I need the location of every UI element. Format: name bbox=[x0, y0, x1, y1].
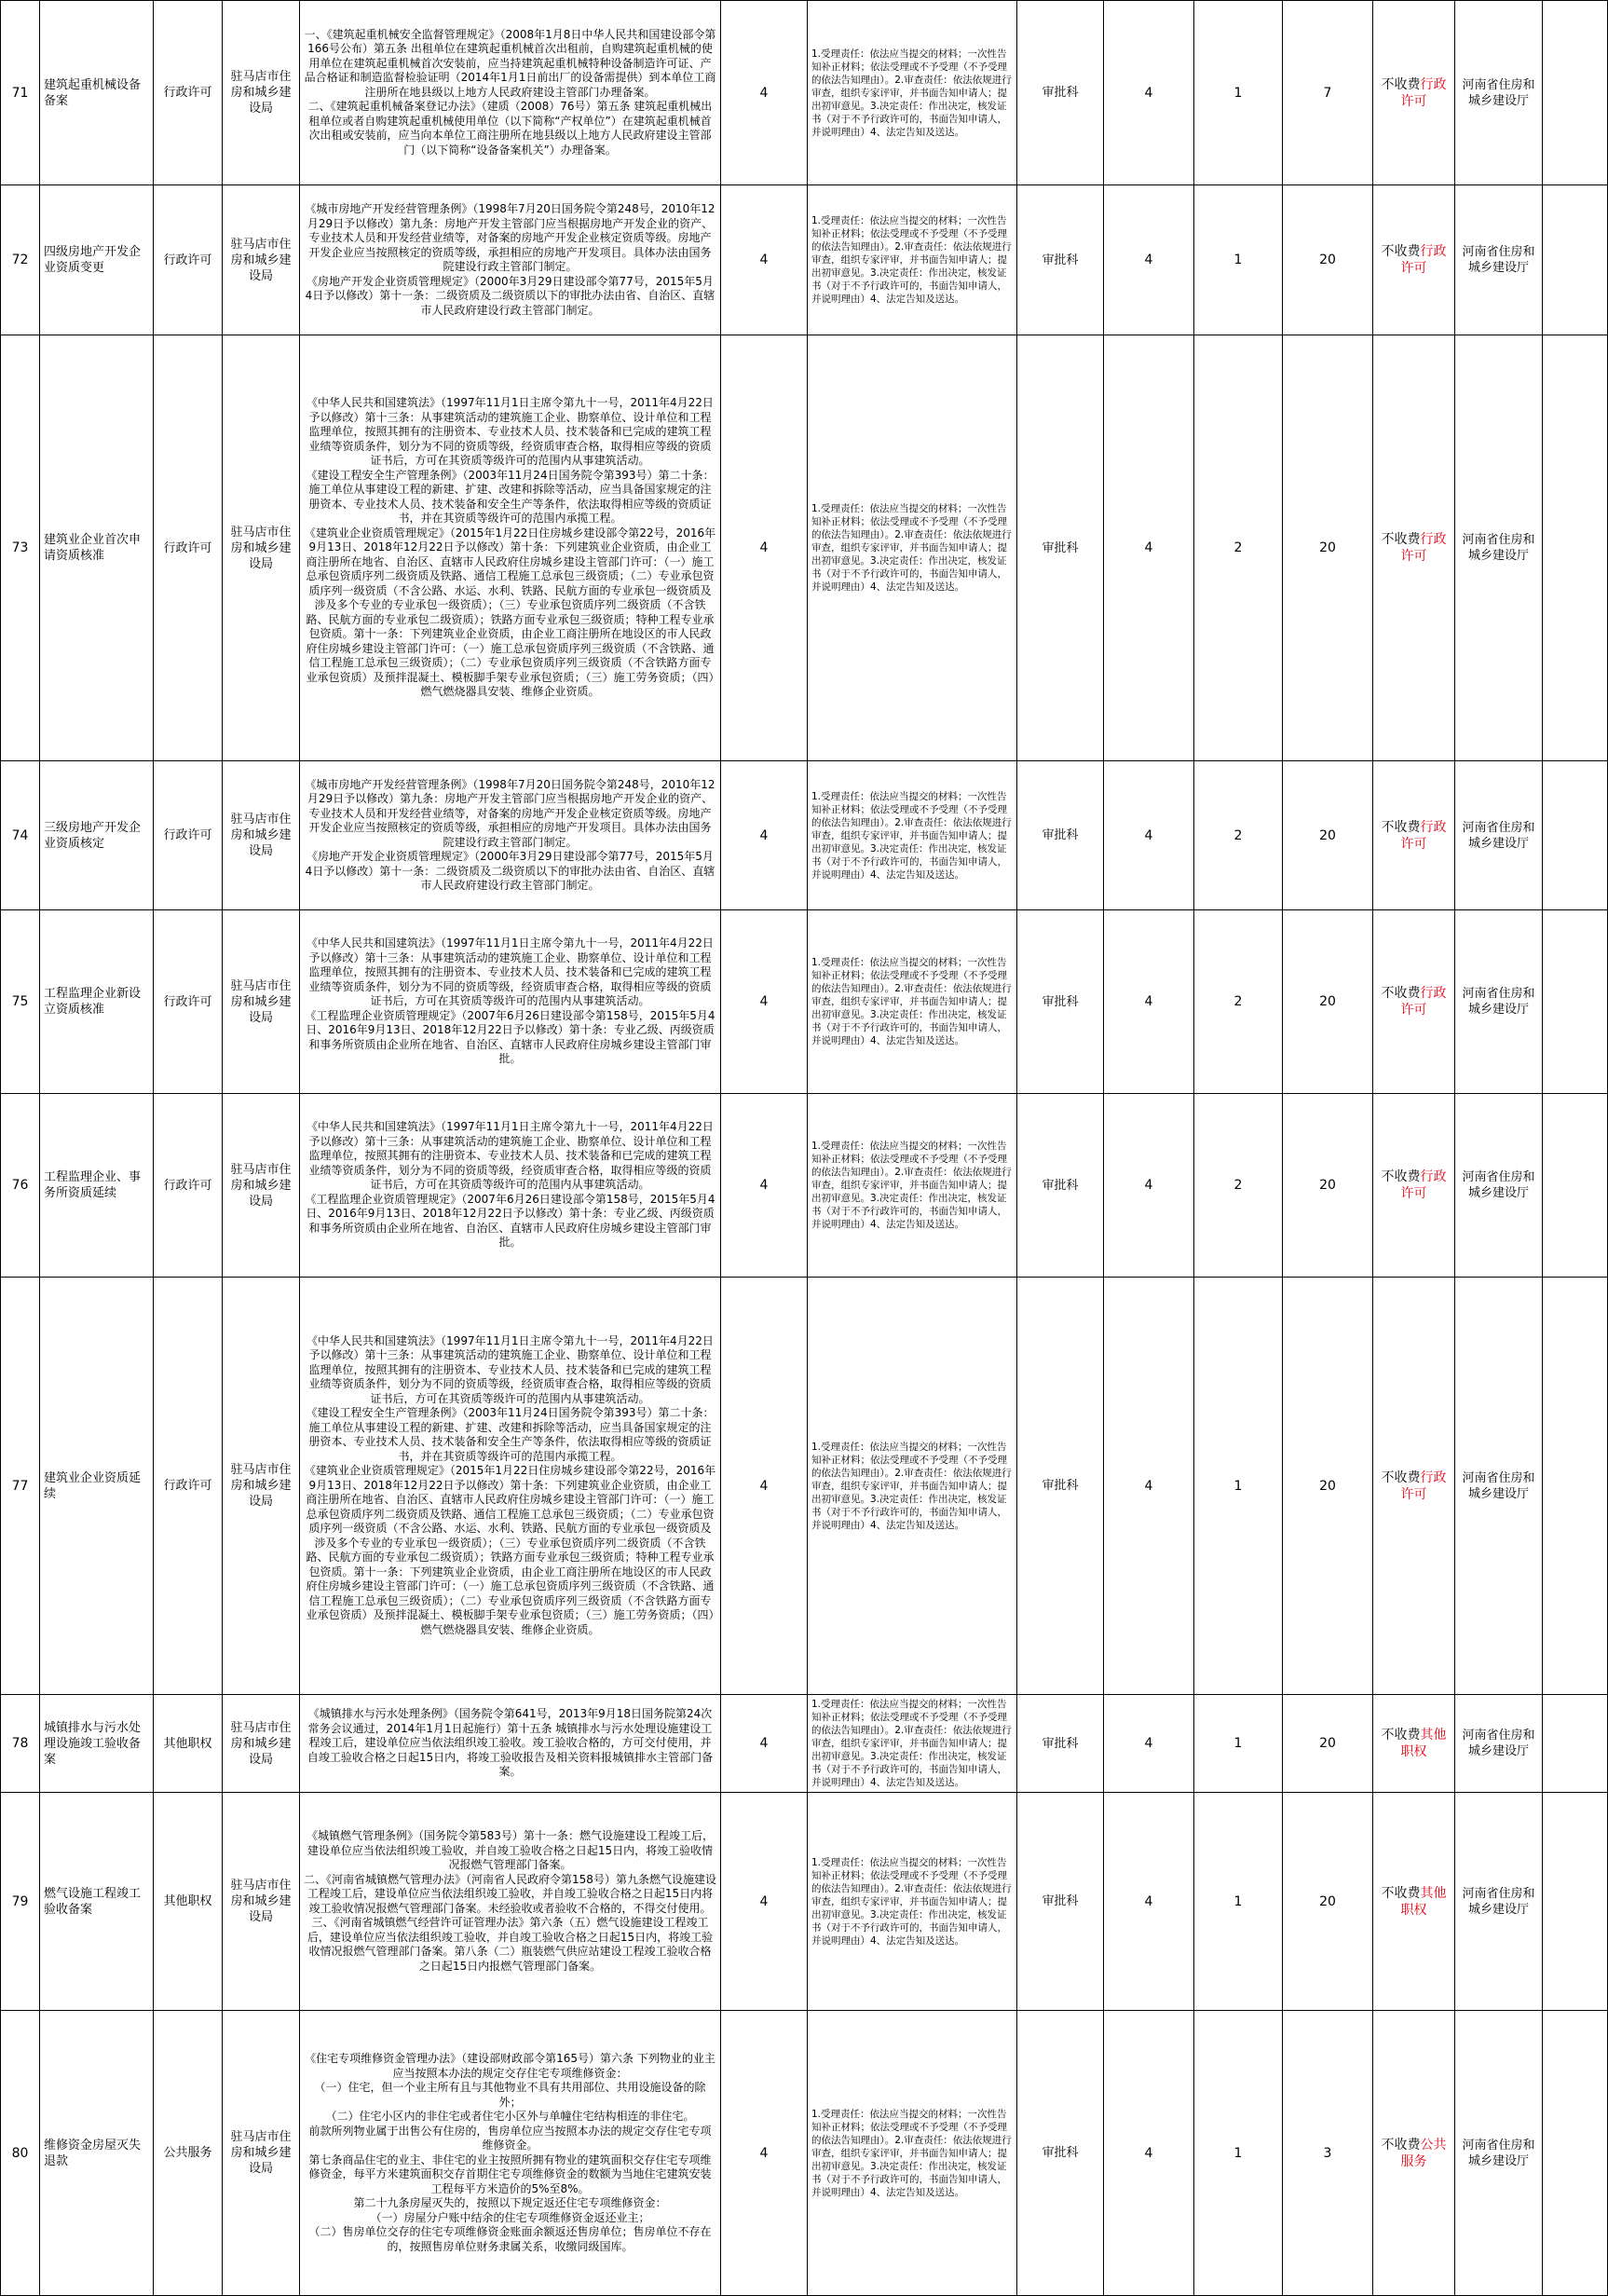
fee-status bbox=[1373, 185, 1455, 335]
time-limit-days: 20 bbox=[1283, 185, 1373, 335]
remarks-cell bbox=[1543, 910, 1608, 1094]
table-row bbox=[1, 335, 1608, 761]
remarks-cell bbox=[1543, 761, 1608, 910]
remarks-cell bbox=[1543, 1094, 1608, 1278]
implementing-department: 驻马店市住房和城乡建设局 bbox=[223, 1793, 300, 2011]
handling-office: 审批科 bbox=[1017, 910, 1104, 1094]
count-cell-1: 4 bbox=[721, 185, 808, 335]
time-limit-days: 20 bbox=[1283, 335, 1373, 761]
count-cell-3: 2 bbox=[1194, 910, 1283, 1094]
time-limit-days: 20 bbox=[1283, 1793, 1373, 2011]
responsibility-items bbox=[808, 1, 1017, 185]
authority-type: 其他职权 bbox=[154, 1695, 223, 1793]
legal-basis bbox=[300, 1278, 721, 1695]
table-row bbox=[1, 1094, 1608, 1278]
count-cell-2: 4 bbox=[1104, 335, 1194, 761]
fee-category-text: 行政许可 bbox=[1400, 1469, 1447, 1502]
fee-category-text: 其他职权 bbox=[1400, 1885, 1447, 1918]
count-cell-3: 1 bbox=[1194, 2011, 1283, 2296]
count-cell-3: 1 bbox=[1194, 1695, 1283, 1793]
fee-plain-text: 不收费 bbox=[1381, 2137, 1421, 2152]
remarks-cell bbox=[1543, 335, 1608, 761]
fee-status bbox=[1373, 1, 1455, 185]
row-number: 73 bbox=[1, 335, 40, 761]
fee-category-text: 行政许可 bbox=[1400, 244, 1447, 276]
implementing-department: 驻马店市住房和城乡建设局 bbox=[223, 335, 300, 761]
count-cell-3: 1 bbox=[1194, 1793, 1283, 2011]
implementing-department: 驻马店市住房和城乡建设局 bbox=[223, 1278, 300, 1695]
remarks-cell bbox=[1543, 1278, 1608, 1695]
fee-status bbox=[1373, 2011, 1455, 2296]
table-body bbox=[1, 1, 1608, 2296]
legal-basis-text: 《城市房地产开发经营管理条例》（1998年7月20日国务院令第248号，2010年12月29日予以修改）第九条：房地产开发主管部门应当根据房地产开发企业的资产、专业技术人员和开发经营业绩等，对备案的房地产开发企业核定资质等级。房地产开发企业应当按照核定的资质等级，承担相应的房地产开发项目。具体办法由国务院建设行政主管部门制定。 《房地产开发企业资质管理规定》（2000年3月29日建设部令第77号，2015年5月4日予以修改）第十一条：二级资质及二级资质以下的审批办法由省、自治区、直辖市人民政府建设行政主管部门制定。 bbox=[305, 202, 715, 317]
time-limit-days: 20 bbox=[1283, 1278, 1373, 1695]
responsibility-text: 1.受理责任：依法应当提交的材料；一次性告知补正材料；依法受理或不予受理（不予受理的依法告知理由）。2.审查责任：依法依规进行审查，组织专家评审，并书面告知申请人；提出初审意见。3.决定责任：作出决定，核发证书（对于不予行政许可的，书面告知申请人，并说明理由）4、法定告知及送达。 bbox=[811, 2108, 1012, 2198]
count-cell-1: 4 bbox=[721, 2011, 808, 2296]
implementing-department: 驻马店市住房和城乡建设局 bbox=[223, 1695, 300, 1793]
row-number: 74 bbox=[1, 761, 40, 910]
fee-plain-text: 不收费 bbox=[1381, 1728, 1421, 1742]
handling-office: 审批科 bbox=[1017, 2011, 1104, 2296]
row-number: 71 bbox=[1, 1, 40, 185]
implementing-department: 驻马店市住房和城乡建设局 bbox=[223, 2011, 300, 2296]
fee-plain-text: 不收费 bbox=[1381, 1169, 1421, 1184]
legal-basis bbox=[300, 1695, 721, 1793]
authority-type: 行政许可 bbox=[154, 335, 223, 761]
responsibility-text: 1.受理责任：依法应当提交的材料；一次性告知补正材料；依法受理或不予受理（不予受理的依法告知理由）。2.审查责任：依法依规进行审查，组织专家评审，并书面告知申请人；提出初审意见。3.决定责任：作出决定，核发证书（对于不予行政许可的，书面告知申请人，并说明理由）4、法定告知及送达。 bbox=[811, 790, 1012, 881]
responsibility-items bbox=[808, 1094, 1017, 1278]
count-cell-3: 2 bbox=[1194, 761, 1283, 910]
handling-office: 审批科 bbox=[1017, 185, 1104, 335]
item-name: 燃气设施工程竣工验收备案 bbox=[40, 1793, 154, 2011]
row-number: 75 bbox=[1, 910, 40, 1094]
item-name: 工程监理企业、事务所资质延续 bbox=[40, 1094, 154, 1278]
responsibility-text: 1.受理责任：依法应当提交的材料；一次性告知补正材料；依法受理或不予受理（不予受理的依法告知理由）。2.审查责任：依法依规进行审查，组织专家评审，并书面告知申请人；提出初审意见。3.决定责任：作出决定，核发证书（对于不予行政许可的，书面告知申请人，并说明理由）4、法定告知及送达。 bbox=[811, 1141, 1012, 1230]
count-cell-2: 4 bbox=[1104, 910, 1194, 1094]
fee-plain-text: 不收费 bbox=[1381, 1469, 1421, 1485]
time-limit-days: 20 bbox=[1283, 910, 1373, 1094]
responsibility-text: 1.受理责任：依法应当提交的材料；一次性告知补正材料；依法受理或不予受理（不予受理的依法告知理由）。2.审查责任：依法依规进行审查，组织专家评审，并书面告知申请人；提出初审意见。3.决定责任：作出决定，核发证书（对于不予行政许可的，书面告知申请人，并说明理由）4、法定告知及送达。 bbox=[811, 48, 1012, 138]
legal-basis-text: 《中华人民共和国建筑法》（1997年11月1日主席令第九十一号，2011年4月22日予以修改）第十三条：从事建筑活动的建筑施工企业、勘察单位、设计单位和工程监理单位，按照其拥有的注册资本、专业技术人员、技术装备和已完成的建筑工程业绩等资质条件，划分为不同的资质等级，经资质审查合格，取得相应等级的资质证书后，方可在其资质等级许可的范围内从事建筑活动。 《工程监理企业资质管理规定》（2007年6月26日建设部令第158号，2015年5月4日、2016年9月13日、2018年12月22日予以修改）第十条：专业乙级、丙级资质和事务所资质由企业所在地省、自治区、直辖市人民政府住房城乡建设主管部门审批。 bbox=[305, 936, 715, 1066]
item-name: 工程监理企业新设立资质核准 bbox=[40, 910, 154, 1094]
fee-category-text: 其他职权 bbox=[1400, 1728, 1447, 1759]
legal-basis-text: 《中华人民共和国建筑法》（1997年11月1日主席令第九十一号，2011年4月22日予以修改）第十三条：从事建筑活动的建筑施工企业、勘察单位、设计单位和工程监理单位，按照其拥有的注册资本、专业技术人员、技术装备和已完成的建筑工程业绩等资质条件，划分为不同的资质等级，经资质审查合格，取得相应等级的资质证书后，方可在其资质等级许可的范围内从事建筑活动。 《建设工程安全生产管理条例》（2003年11月24日国务院令第393号）第二十条：施工单位从事建设工程的新建、扩建、改建和拆除等活动，应当具备国家规定的注册资本、专业技术人员、技术装备和安全生产等条件，依法取得相应等级的资质证书，并在其资质等级许可的范围内承揽工程。 《建筑业企业资质管理规定》（2015年1月22日住房城乡建设部令第22号，2016年9月13日、2018年12月22日予以修改）第十条：下列建筑业企业资质，由企业工商注册所在地省、自治区、直辖市人民政府住房城乡建设主管部门许可：（一）施工总承包资质序列二级资质及铁路、通信工程施工总承包三级资质；（二）专业承包资质序列一级资质（不含公路、水运、水利、铁路、民航方面的专业承包一级资质及涉及多个专业的专业承包一级资质）；（三）专业承包资质序列二级资质（不含铁路、民航方面的专业承包二级资质）；铁路方面专业承包三级资质；特种工程专业承包资质。第十一条：下列建筑业企业资质，由企业工商注册所在地设区的市人民政府住房城乡建设主管部门许可：（一）施工总承包资质序列三级资质（不含铁路、通信工程施工总承包三级资质）；（二）专业承包资质序列三级资质（不含铁路方面专业承包资质）及预拌混凝土、模板脚手架专业承包资质；（三）施工劳务资质；（四）燃气燃烧器具安装、维修企业资质。 bbox=[304, 396, 716, 699]
supervising-authority: 河南省住房和城乡建设厅 bbox=[1455, 761, 1543, 910]
responsibility-items bbox=[808, 335, 1017, 761]
legal-basis-text: 《中华人民共和国建筑法》（1997年11月1日主席令第九十一号，2011年4月22日予以修改）第十三条：从事建筑活动的建筑施工企业、勘察单位、设计单位和工程监理单位，按照其拥有的注册资本、专业技术人员、技术装备和已完成的建筑工程业绩等资质条件，划分为不同的资质等级，经资质审查合格，取得相应等级的资质证书后，方可在其资质等级许可的范围内从事建筑活动。 《建设工程安全生产管理条例》（2003年11月24日国务院令第393号）第二十条：施工单位从事建设工程的新建、扩建、改建和拆除等活动，应当具备国家规定的注册资本、专业技术人员、技术装备和安全生产等条件，依法取得相应等级的资质证书，并在其资质等级许可的范围内承揽工程。 《建筑业企业资质管理规定》（2015年1月22日住房城乡建设部令第22号，2016年9月13日、2018年12月22日予以修改）第十条：下列建筑业企业资质，由企业工商注册所在地省、自治区、直辖市人民政府住房城乡建设主管部门许可：（一）施工总承包资质序列二级资质及铁路、通信工程施工总承包三级资质；（二）专业承包资质序列一级资质（不含公路、水运、水利、铁路、民航方面的专业承包一级资质及涉及多个专业的专业承包一级资质）；（三）专业承包资质序列二级资质（不含铁路、民航方面的专业承包二级资质）；铁路方面专业承包三级资质；特种工程专业承包资质。第十一条：下列建筑业企业资质，由企业工商注册所在地设区的市人民政府住房城乡建设主管部门许可：（一）施工总承包资质序列三级资质（不含铁路、通信工程施工总承包三级资质）；（二）专业承包资质序列三级资质（不含铁路方面专业承包资质）及预拌混凝土、模板脚手架专业承包资质；（三）施工劳务资质；（四）燃气燃烧器具安装、维修企业资质。 bbox=[304, 1333, 716, 1636]
remarks-cell bbox=[1543, 1793, 1608, 2011]
handling-office: 审批科 bbox=[1017, 1695, 1104, 1793]
fee-status bbox=[1373, 1278, 1455, 1695]
responsibility-text: 1.受理责任：依法应当提交的材料；一次性告知补正材料；依法受理或不予受理（不予受理的依法告知理由）。2.审查责任：依法依规进行审查，组织专家评审，并书面告知申请人；提出初审意见。3.决定责任：作出决定，核发证书（对于不予行政许可的，书面告知申请人，并说明理由）4、法定告知及送达。 bbox=[811, 503, 1012, 593]
count-cell-2: 4 bbox=[1104, 185, 1194, 335]
count-cell-2: 4 bbox=[1104, 2011, 1194, 2296]
count-cell-1: 4 bbox=[721, 1, 808, 185]
supervising-authority: 河南省住房和城乡建设厅 bbox=[1455, 2011, 1543, 2296]
count-cell-1: 4 bbox=[721, 761, 808, 910]
supervising-authority: 河南省住房和城乡建设厅 bbox=[1455, 1094, 1543, 1278]
table-row bbox=[1, 1, 1608, 185]
row-number: 76 bbox=[1, 1094, 40, 1278]
fee-plain-text: 不收费 bbox=[1381, 532, 1421, 547]
responsibility-text: 1.受理责任：依法应当提交的材料；一次性告知补正材料；依法受理或不予受理（不予受理的依法告知理由）。2.审查责任：依法依规进行审查，组织专家评审，并书面告知申请人；提出初审意见。3.决定责任：作出决定，核发证书（对于不予行政许可的，书面告知申请人，并说明理由）4、法定告知及送达。 bbox=[811, 957, 1012, 1046]
responsibility-items bbox=[808, 1695, 1017, 1793]
responsibility-text: 1.受理责任：依法应当提交的材料；一次性告知补正材料；依法受理或不予受理（不予受理的依法告知理由）。2.审查责任：依法依规进行审查，组织专家评审，并书面告知申请人；提出初审意见。3.决定责任：作出决定，核发证书（对于不予行政许可的，书面告知申请人，并说明理由）4、法定告知及送达。 bbox=[811, 1441, 1012, 1531]
handling-office: 审批科 bbox=[1017, 335, 1104, 761]
supervising-authority: 河南省住房和城乡建设厅 bbox=[1455, 1278, 1543, 1695]
handling-office: 审批科 bbox=[1017, 1793, 1104, 2011]
legal-basis-text: 《住宅专项维修资金管理办法》（建设部财政部令第165号）第六条 下列物业的业主应当按照本办法的规定交存住宅专项维修资金： （一）住宅，但一个业主所有且与其他物业不具有共用部位、共用设施设备的除外； （二）住宅小区内的非住宅或者住宅小区外与单幢住宅结构相连的非住宅。 前款所列物业属于出售公有住房的，售房单位应当按照本办法的规定交存住宅专项维修资金。 第七条商品住宅的业主、非住宅的业主按照所拥有物业的建筑面积交存住宅专项维修资金，每平方米建筑面积交存首期住宅专项维修资金的数额为当地住宅建筑安装工程每平方米造价的5%至8%。 第二十九条房屋灭失的，按照以下规定返还住宅专项维修资金： （一）房屋分户账中结余的住宅专项维修资金返还业主； （二）售房单位交存的住宅专项维修资金账面余额返还售房单位；售房单位不存在的，按照售房单位财务隶属关系，收缴同级国库。 bbox=[305, 2052, 715, 2253]
row-number: 78 bbox=[1, 1695, 40, 1793]
implementing-department: 驻马店市住房和城乡建设局 bbox=[223, 761, 300, 910]
supervising-authority: 河南省住房和城乡建设厅 bbox=[1455, 1, 1543, 185]
handling-office: 审批科 bbox=[1017, 1094, 1104, 1278]
fee-category-text: 行政许可 bbox=[1400, 1169, 1447, 1201]
count-cell-1: 4 bbox=[721, 335, 808, 761]
legal-basis bbox=[300, 761, 721, 910]
fee-status bbox=[1373, 910, 1455, 1094]
count-cell-1: 4 bbox=[721, 1695, 808, 1793]
item-name: 建筑起重机械设备备案 bbox=[40, 1, 154, 185]
fee-category-text: 行政许可 bbox=[1400, 532, 1447, 564]
time-limit-days: 20 bbox=[1283, 1695, 1373, 1793]
fee-plain-text: 不收费 bbox=[1381, 986, 1421, 1001]
responsibility-text: 1.受理责任：依法应当提交的材料；一次性告知补正材料；依法受理或不予受理（不予受理的依法告知理由）。2.审查责任：依法依规进行审查，组织专家评审，并书面告知申请人；提出初审意见。3.决定责任：作出决定，核发证书（对于不予行政许可的，书面告知申请人，并说明理由）4、法定告知及送达。 bbox=[811, 1856, 1012, 1947]
authority-type: 行政许可 bbox=[154, 1, 223, 185]
authority-type: 行政许可 bbox=[154, 1278, 223, 1695]
authority-type: 行政许可 bbox=[154, 910, 223, 1094]
item-name: 三级房地产开发企业资质核定 bbox=[40, 761, 154, 910]
legal-basis bbox=[300, 1, 721, 185]
fee-category-text: 公共服务 bbox=[1400, 2137, 1447, 2169]
fee-plain-text: 不收费 bbox=[1381, 76, 1421, 92]
time-limit-days: 20 bbox=[1283, 761, 1373, 910]
fee-status bbox=[1373, 761, 1455, 910]
legal-basis bbox=[300, 335, 721, 761]
count-cell-1: 4 bbox=[721, 1278, 808, 1695]
item-name: 四级房地产开发企业资质变更 bbox=[40, 185, 154, 335]
table-row bbox=[1, 910, 1608, 1094]
remarks-cell bbox=[1543, 185, 1608, 335]
item-name: 建筑业企业首次申请资质核准 bbox=[40, 335, 154, 761]
fee-status bbox=[1373, 1695, 1455, 1793]
legal-basis bbox=[300, 185, 721, 335]
legal-basis-text: 一、《建筑起重机械安全监督管理规定》（2008年1月8日中华人民共和国建设部令第166号公布）第五条 出租单位在建筑起重机械首次出租前，自购建筑起重机械的使用单位在建筑起重机械首次安装前，应当持建筑起重机械特种设备制造许可证、产品合格证和制造监督检验证明（2014年1月1日前出厂的设备需提供）到本单位工商注册所在地县级以上地方人民政府建设主管部门办理备案。 二、《建筑起重机械备案登记办法》（建质（2008）76号）第五条 建筑起重机械出租单位或者自购建筑起重机械使用单位（以下简称“产权单位”）在建筑起重机械首次出租或安装前，应当向本单位工商注册所在地县级以上地方人民政府建设主管部门（以下简称“设备备案机关”）办理备案。 bbox=[304, 27, 716, 157]
time-limit-days: 3 bbox=[1283, 2011, 1373, 2296]
time-limit-days: 20 bbox=[1283, 1094, 1373, 1278]
count-cell-2: 4 bbox=[1104, 761, 1194, 910]
count-cell-2: 4 bbox=[1104, 1695, 1194, 1793]
count-cell-3: 2 bbox=[1194, 1094, 1283, 1278]
responsibility-items bbox=[808, 185, 1017, 335]
legal-basis-text: 《城镇排水与污水处理条例》（国务院令第641号，2013年9月18日国务院第24次常务会议通过，2014年1月1日起施行）第十五条 城镇排水与污水处理设施建设工程竣工后，建设单位应当依法组织竣工验收。竣工验收合格的，方可交付使用，并自竣工验收合格之日起15日内，将竣工验收报告及相关资料报城镇排水主管部门备案。 bbox=[307, 1707, 714, 1779]
authority-type: 其他职权 bbox=[154, 1793, 223, 2011]
authority-type: 行政许可 bbox=[154, 1094, 223, 1278]
row-number: 79 bbox=[1, 1793, 40, 2011]
remarks-cell bbox=[1543, 1695, 1608, 1793]
time-limit-days: 7 bbox=[1283, 1, 1373, 185]
item-name: 维修资金房屋灭失退款 bbox=[40, 2011, 154, 2296]
supervising-authority: 河南省住房和城乡建设厅 bbox=[1455, 910, 1543, 1094]
responsibility-items bbox=[808, 1278, 1017, 1695]
legal-basis bbox=[300, 2011, 721, 2296]
supervising-authority: 河南省住房和城乡建设厅 bbox=[1455, 1695, 1543, 1793]
row-number: 72 bbox=[1, 185, 40, 335]
fee-status bbox=[1373, 335, 1455, 761]
remarks-cell bbox=[1543, 1, 1608, 185]
row-number: 80 bbox=[1, 2011, 40, 2296]
count-cell-2: 4 bbox=[1104, 1, 1194, 185]
count-cell-3: 1 bbox=[1194, 1, 1283, 185]
implementing-department: 驻马店市住房和城乡建设局 bbox=[223, 1094, 300, 1278]
count-cell-1: 4 bbox=[721, 910, 808, 1094]
table-row bbox=[1, 1793, 1608, 2011]
legal-basis-text: 《中华人民共和国建筑法》（1997年11月1日主席令第九十一号，2011年4月22日予以修改）第十三条：从事建筑活动的建筑施工企业、勘察单位、设计单位和工程监理单位，按照其拥有的注册资本、专业技术人员、技术装备和已完成的建筑工程业绩等资质条件，划分为不同的资质等级，经资质审查合格，取得相应等级的资质证书后，方可在其资质等级许可的范围内从事建筑活动。 《工程监理企业资质管理规定》（2007年6月26日建设部令第158号，2015年5月4日、2016年9月13日、2018年12月22日予以修改）第十条：专业乙级、丙级资质和事务所资质由企业所在地省、自治区、直辖市人民政府住房城乡建设主管部门审批。 bbox=[305, 1120, 715, 1250]
responsibility-items bbox=[808, 761, 1017, 910]
authority-type: 行政许可 bbox=[154, 185, 223, 335]
legal-basis-text: 《城镇燃气管理条例》（国务院令第583号）第十一条：燃气设施建设工程竣工后，建设单位应当依法组织竣工验收，并自竣工验收合格之日起15日内，将竣工验收情况报燃气管理部门备案。 二、《河南省城镇燃气管理办法》（河南省人民政府令第158号）第九条燃气设施建设工程竣工后，建设单位应当依法组织竣工验收，并自竣工验收合格之日起15日内将竣工验收情况报燃气管理部门备案。未经验收或者验收不合格的，不得交付使用。 三、《河南省城镇燃气经营许可证管理办法》第六条（五）燃气设施建设工程竣工后，建设单位应当依法组织竣工验收，并自竣工验收合格之日起15日内，将竣工验收情况报燃气管理部门备案。第八条（二）瓶装燃气供应站建设工程竣工验收合格之日起15日内报燃气管理部门备案。 bbox=[304, 1829, 716, 1973]
responsibility-items bbox=[808, 1793, 1017, 2011]
table-row bbox=[1, 1695, 1608, 1793]
fee-plain-text: 不收费 bbox=[1381, 1885, 1421, 1901]
fee-plain-text: 不收费 bbox=[1381, 244, 1421, 259]
responsibility-items bbox=[808, 2011, 1017, 2296]
count-cell-3: 1 bbox=[1194, 1278, 1283, 1695]
legal-basis bbox=[300, 910, 721, 1094]
count-cell-1: 4 bbox=[721, 1793, 808, 2011]
fee-plain-text: 不收费 bbox=[1381, 819, 1421, 835]
implementing-department: 驻马店市住房和城乡建设局 bbox=[223, 910, 300, 1094]
row-number: 77 bbox=[1, 1278, 40, 1695]
count-cell-3: 1 bbox=[1194, 185, 1283, 335]
count-cell-2: 4 bbox=[1104, 1278, 1194, 1695]
legal-basis-text: 《城市房地产开发经营管理条例》（1998年7月20日国务院令第248号，2010年12月29日予以修改）第九条：房地产开发主管部门应当根据房地产开发企业的资产、专业技术人员和开发经营业绩等，对备案的房地产开发企业核定资质等级。房地产开发企业应当按照核定的资质等级，承担相应的房地产开发项目。具体办法由国务院建设行政主管部门制定。 《房地产开发企业资质管理规定》（2000年3月29日建设部令第77号，2015年5月4日予以修改）第十一条：二级资质及二级资质以下的审批办法由省、自治区、直辖市人民政府建设行政主管部门制定。 bbox=[305, 777, 715, 892]
responsibility-text: 1.受理责任：依法应当提交的材料；一次性告知补正材料；依法受理或不予受理（不予受理的依法告知理由）。2.审查责任：依法依规进行审查，组织专家评审，并书面告知申请人；提出初审意见。3.决定责任：作出决定，核发证书（对于不予行政许可的，书面告知申请人，并说明理由）4、法定告知及送达。 bbox=[811, 215, 1012, 305]
fee-category-text: 行政许可 bbox=[1400, 986, 1447, 1018]
legal-basis bbox=[300, 1793, 721, 2011]
fee-status bbox=[1373, 1793, 1455, 2011]
responsibility-text: 1.受理责任：依法应当提交的材料；一次性告知补正材料；依法受理或不予受理（不予受理的依法告知理由）。2.审查责任：依法依规进行审查，组织专家评审，并书面告知申请人；提出初审意见。3.决定责任：作出决定，核发证书（对于不予行政许可的，书面告知申请人，并说明理由）4、法定告知及送达。 bbox=[811, 1699, 1012, 1788]
implementing-department: 驻马店市住房和城乡建设局 bbox=[223, 185, 300, 335]
fee-category-text: 行政许可 bbox=[1400, 819, 1447, 852]
item-name: 城镇排水与污水处理设施竣工验收备案 bbox=[40, 1695, 154, 1793]
table-row bbox=[1, 185, 1608, 335]
authority-type: 行政许可 bbox=[154, 761, 223, 910]
supervising-authority: 河南省住房和城乡建设厅 bbox=[1455, 1793, 1543, 2011]
table-row bbox=[1, 761, 1608, 910]
authority-type: 公共服务 bbox=[154, 2011, 223, 2296]
remarks-cell bbox=[1543, 2011, 1608, 2296]
table-row bbox=[1, 1278, 1608, 1695]
fee-status bbox=[1373, 1094, 1455, 1278]
implementing-department: 驻马店市住房和城乡建设局 bbox=[223, 1, 300, 185]
count-cell-1: 4 bbox=[721, 1094, 808, 1278]
supervising-authority: 河南省住房和城乡建设厅 bbox=[1455, 335, 1543, 761]
handling-office: 审批科 bbox=[1017, 1278, 1104, 1695]
count-cell-2: 4 bbox=[1104, 1793, 1194, 2011]
count-cell-3: 2 bbox=[1194, 335, 1283, 761]
fee-category-text: 行政许可 bbox=[1400, 76, 1447, 109]
count-cell-2: 4 bbox=[1104, 1094, 1194, 1278]
table-row bbox=[1, 2011, 1608, 2296]
responsibility-items bbox=[808, 910, 1017, 1094]
handling-office: 审批科 bbox=[1017, 761, 1104, 910]
handling-office: 审批科 bbox=[1017, 1, 1104, 185]
item-name: 建筑业企业资质延续 bbox=[40, 1278, 154, 1695]
legal-basis bbox=[300, 1094, 721, 1278]
supervising-authority: 河南省住房和城乡建设厅 bbox=[1455, 185, 1543, 335]
